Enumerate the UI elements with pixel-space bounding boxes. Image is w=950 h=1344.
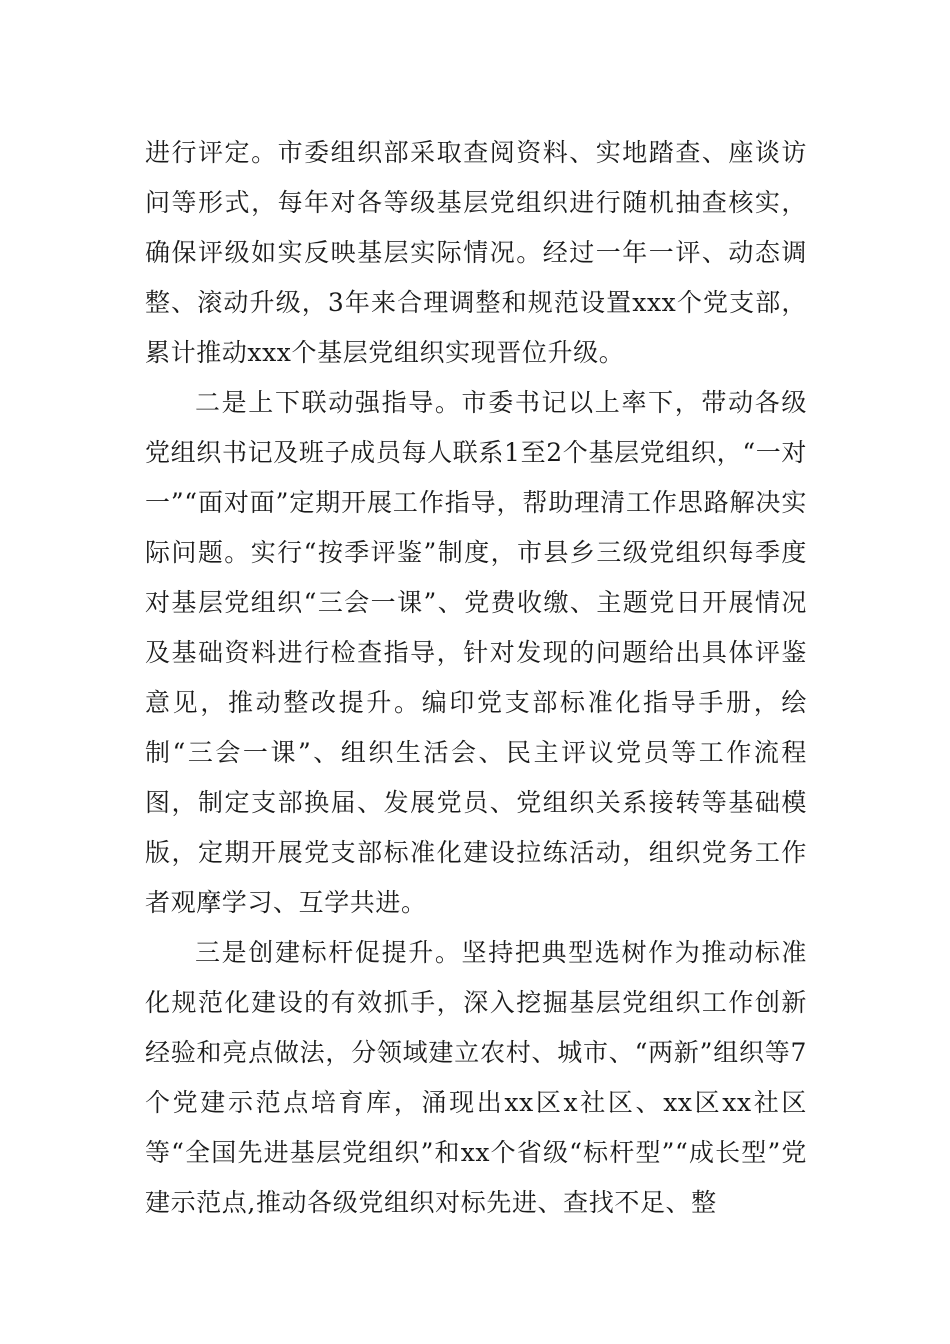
paragraph-guidance: 二是上下联动强指导。市委书记以上率下，带动各级党组织书记及班子成员每人联系1至2个基层党组织，“一对一”“面对面”定期开展工作指导，帮助理清工作思路解决实际问题。实行“按季评鉴”制度，市县乡三级党组织每季度对基层党组织“三会一课”、党费收缴、主题党日开展情况及基础资料进行检查指导，针对发现的问题给出具体评鉴意见，推动整改提升。编印党支部标准化指导手册，绘制“三会一课”、组织生活会、民主评议党员等工作流程图，制定支部换届、发展党员、党组织关系接转等基础模版，定期开展党支部标准化建设拉练活动，组织党务工作者观摩学习、互学共进。 <box>145 388 807 917</box>
paragraph-evaluation: 进行评定。市委组织部采取查阅资料、实地踏查、座谈访问等形式，每年对各等级基层党组织进行随机抽查核实，确保评级如实反映基层实际情况。经过一年一评、动态调整、滚动升级，3年来合理调整和规范设置xxx个党支部，累计推动xxx个基层党组织实现晋位升级。 <box>145 138 807 367</box>
paragraph-benchmark: 三是创建标杆促提升。坚持把典型选树作为推动标准化规范化建设的有效抓手，深入挖掘基层党组织工作创新经验和亮点做法，分领域建立农村、城市、“两新”组织等7个党建示范点培育库，涌现出xx区x社区、xx区xx社区等“全国先进基层党组织”和xx个省级“标杆型”“成长型”党建示范点,推动各级党组织对标先进、查找不足、整 <box>145 938 807 1217</box>
document-body <box>145 128 807 1228</box>
